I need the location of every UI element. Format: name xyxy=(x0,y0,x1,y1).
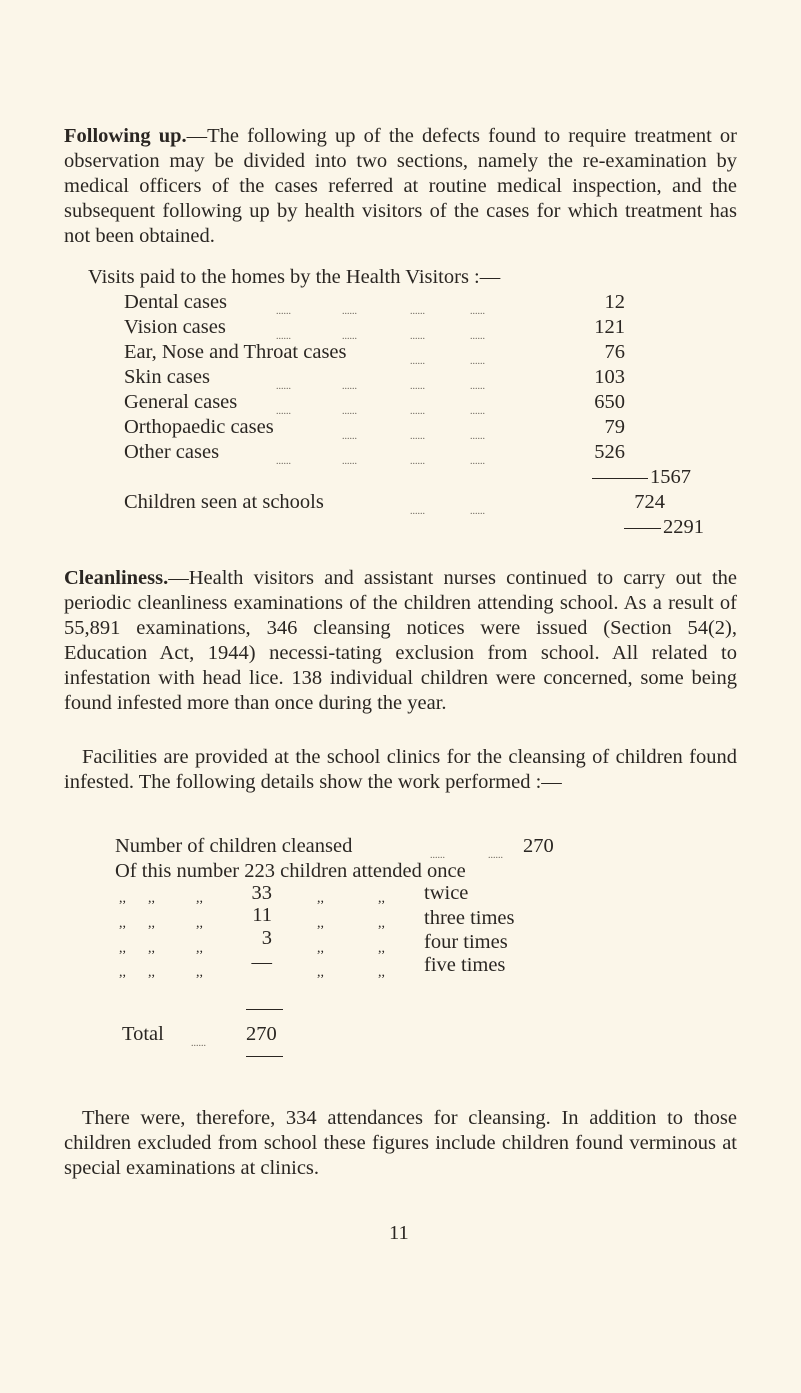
visits-row-value: 103 xyxy=(594,366,625,388)
ditto-mark: ,, xyxy=(317,891,324,906)
leader-dots: ...... xyxy=(470,406,485,417)
leader-dots: ...... xyxy=(470,331,485,342)
ditto-mark: ,, xyxy=(317,916,324,931)
leader-dots: ...... xyxy=(470,306,485,317)
ditto-mark: ,, xyxy=(317,941,324,956)
leader-dots: ...... xyxy=(191,1038,206,1049)
ditto-mark: ,, xyxy=(148,965,155,980)
leader-dots: ...... xyxy=(342,406,357,417)
ditto-mark: ,, xyxy=(119,916,126,931)
visits-subtotal xyxy=(592,465,691,490)
total-rule-top xyxy=(246,1009,283,1010)
visits-row-label: Vision cases xyxy=(124,316,226,338)
leader-dots: ...... xyxy=(410,406,425,417)
leader-dots: ...... xyxy=(276,306,291,317)
ditto-mark: ,, xyxy=(148,891,155,906)
visits-grand-total-value: 2291 xyxy=(663,516,704,538)
cleansing-times: three times xyxy=(424,907,515,929)
page-number: 11 xyxy=(389,1222,409,1244)
total-label: Total xyxy=(122,1023,164,1045)
visits-row-label: Dental cases xyxy=(124,291,228,313)
leader-dots: ...... xyxy=(342,331,357,342)
cleansing-count: 11 xyxy=(252,904,272,926)
leader-dots: ...... xyxy=(342,431,357,442)
leader-dots: ...... xyxy=(470,506,485,517)
total-value: 270 xyxy=(246,1023,277,1045)
ditto-mark: ,, xyxy=(378,941,385,956)
cleansed-label: Number of children cleansed xyxy=(115,835,353,857)
leader-dots: ...... xyxy=(470,456,485,467)
visits-row-label: Skin cases xyxy=(124,366,210,388)
cleansing-times: five times xyxy=(424,954,506,976)
following-up-body: —The following up of the defects found to require treatment or observation may be divided into two sections, namely the re-examination by medical officers of the cases referred at routine medical inspection, and the subsequent following up by health visitors of the cases for which treatment has not been obtained. xyxy=(64,125,737,247)
cleansing-count: 3 xyxy=(261,927,272,949)
ditto-mark: ,, xyxy=(148,916,155,931)
ditto-mark: ,, xyxy=(196,916,203,931)
ditto-mark: ,, xyxy=(196,941,203,956)
leader-dots: ...... xyxy=(276,331,291,342)
leader-dots: ...... xyxy=(470,381,485,392)
attended-once-row: Of this number 223 children attended once xyxy=(115,860,466,882)
visits-row-label: Orthopaedic cases xyxy=(124,416,274,438)
cleansing-count: 33 xyxy=(251,882,272,904)
cleansed-value: 270 xyxy=(523,835,554,857)
cleansing-count: — xyxy=(251,951,272,973)
leader-dots: ...... xyxy=(276,456,291,467)
visits-row-value: 79 xyxy=(604,416,625,438)
leader-dots: ...... xyxy=(410,506,425,517)
conclusion-paragraph: There were, therefore, 334 attendances for cleansing. In addition to those children excluded from school these figures include children found verminous at special examinations at clinics. xyxy=(64,1107,737,1179)
visits-table-title: Visits paid to the homes by the Health Visitors :— xyxy=(88,266,501,288)
leader-dots: ...... xyxy=(488,850,503,861)
leader-dots: ...... xyxy=(410,306,425,317)
visits-row-label: Other cases xyxy=(124,441,220,463)
cleanliness-heading: Cleanliness. xyxy=(64,567,169,589)
cleanliness-body: —Health visitors and assistant nurses continued to carry out the periodic cleanliness examinations of the children attending school. As a result of 55,891 examinations, 346 cleansing notices were issued (Section 54(2), Education Act, 1944) necessi-tating exclusion from school. All related to infestation with head lice. 138 individual children were concerned, some being found infested more than once during the year. xyxy=(64,567,737,714)
grand-total-rule xyxy=(624,528,661,529)
visits-row-value: 121 xyxy=(594,316,625,338)
ditto-mark: ,, xyxy=(317,965,324,980)
cleanliness-paragraph xyxy=(64,566,737,716)
facilities-paragraph: Facilities are provided at the school clinics for the cleansing of children found infested. The following details show the work performed :— xyxy=(64,746,737,793)
total-rule-bottom xyxy=(246,1056,283,1057)
leader-dots: ...... xyxy=(276,406,291,417)
ditto-mark: ,, xyxy=(119,965,126,980)
ditto-mark: ,, xyxy=(378,891,385,906)
ditto-mark: ,, xyxy=(148,941,155,956)
ditto-mark: ,, xyxy=(196,965,203,980)
leader-dots: ...... xyxy=(276,381,291,392)
visits-grand-total xyxy=(624,515,704,540)
leader-dots: ...... xyxy=(342,381,357,392)
leader-dots: ...... xyxy=(410,331,425,342)
ditto-mark: ,, xyxy=(119,891,126,906)
ditto-mark: ,, xyxy=(378,916,385,931)
visits-row-label: Ear, Nose and Throat cases xyxy=(124,341,347,363)
ditto-mark: ,, xyxy=(196,891,203,906)
schools-label: Children seen at schools xyxy=(124,491,324,513)
following-up-heading: Following up. xyxy=(64,125,187,147)
leader-dots: ...... xyxy=(410,456,425,467)
leader-dots: ...... xyxy=(410,356,425,367)
leader-dots: ...... xyxy=(342,456,357,467)
schools-value: 724 xyxy=(634,491,665,513)
leader-dots: ...... xyxy=(470,356,485,367)
visits-row-label: General cases xyxy=(124,391,238,413)
ditto-mark: ,, xyxy=(378,965,385,980)
ditto-mark: ,, xyxy=(119,941,126,956)
cleansing-times: four times xyxy=(424,931,508,953)
following-up-paragraph xyxy=(64,124,737,249)
visits-row-value: 76 xyxy=(604,341,625,363)
leader-dots: ...... xyxy=(470,431,485,442)
leader-dots: ...... xyxy=(430,850,445,861)
leader-dots: ...... xyxy=(342,306,357,317)
leader-dots: ...... xyxy=(410,381,425,392)
visits-row-value: 526 xyxy=(594,441,625,463)
cleansing-times: twice xyxy=(424,882,469,904)
visits-row-value: 12 xyxy=(604,291,625,313)
leader-dots: ...... xyxy=(410,431,425,442)
subtotal-rule xyxy=(592,478,648,479)
visits-row-value: 650 xyxy=(594,391,625,413)
visits-subtotal-value: 1567 xyxy=(650,466,691,488)
